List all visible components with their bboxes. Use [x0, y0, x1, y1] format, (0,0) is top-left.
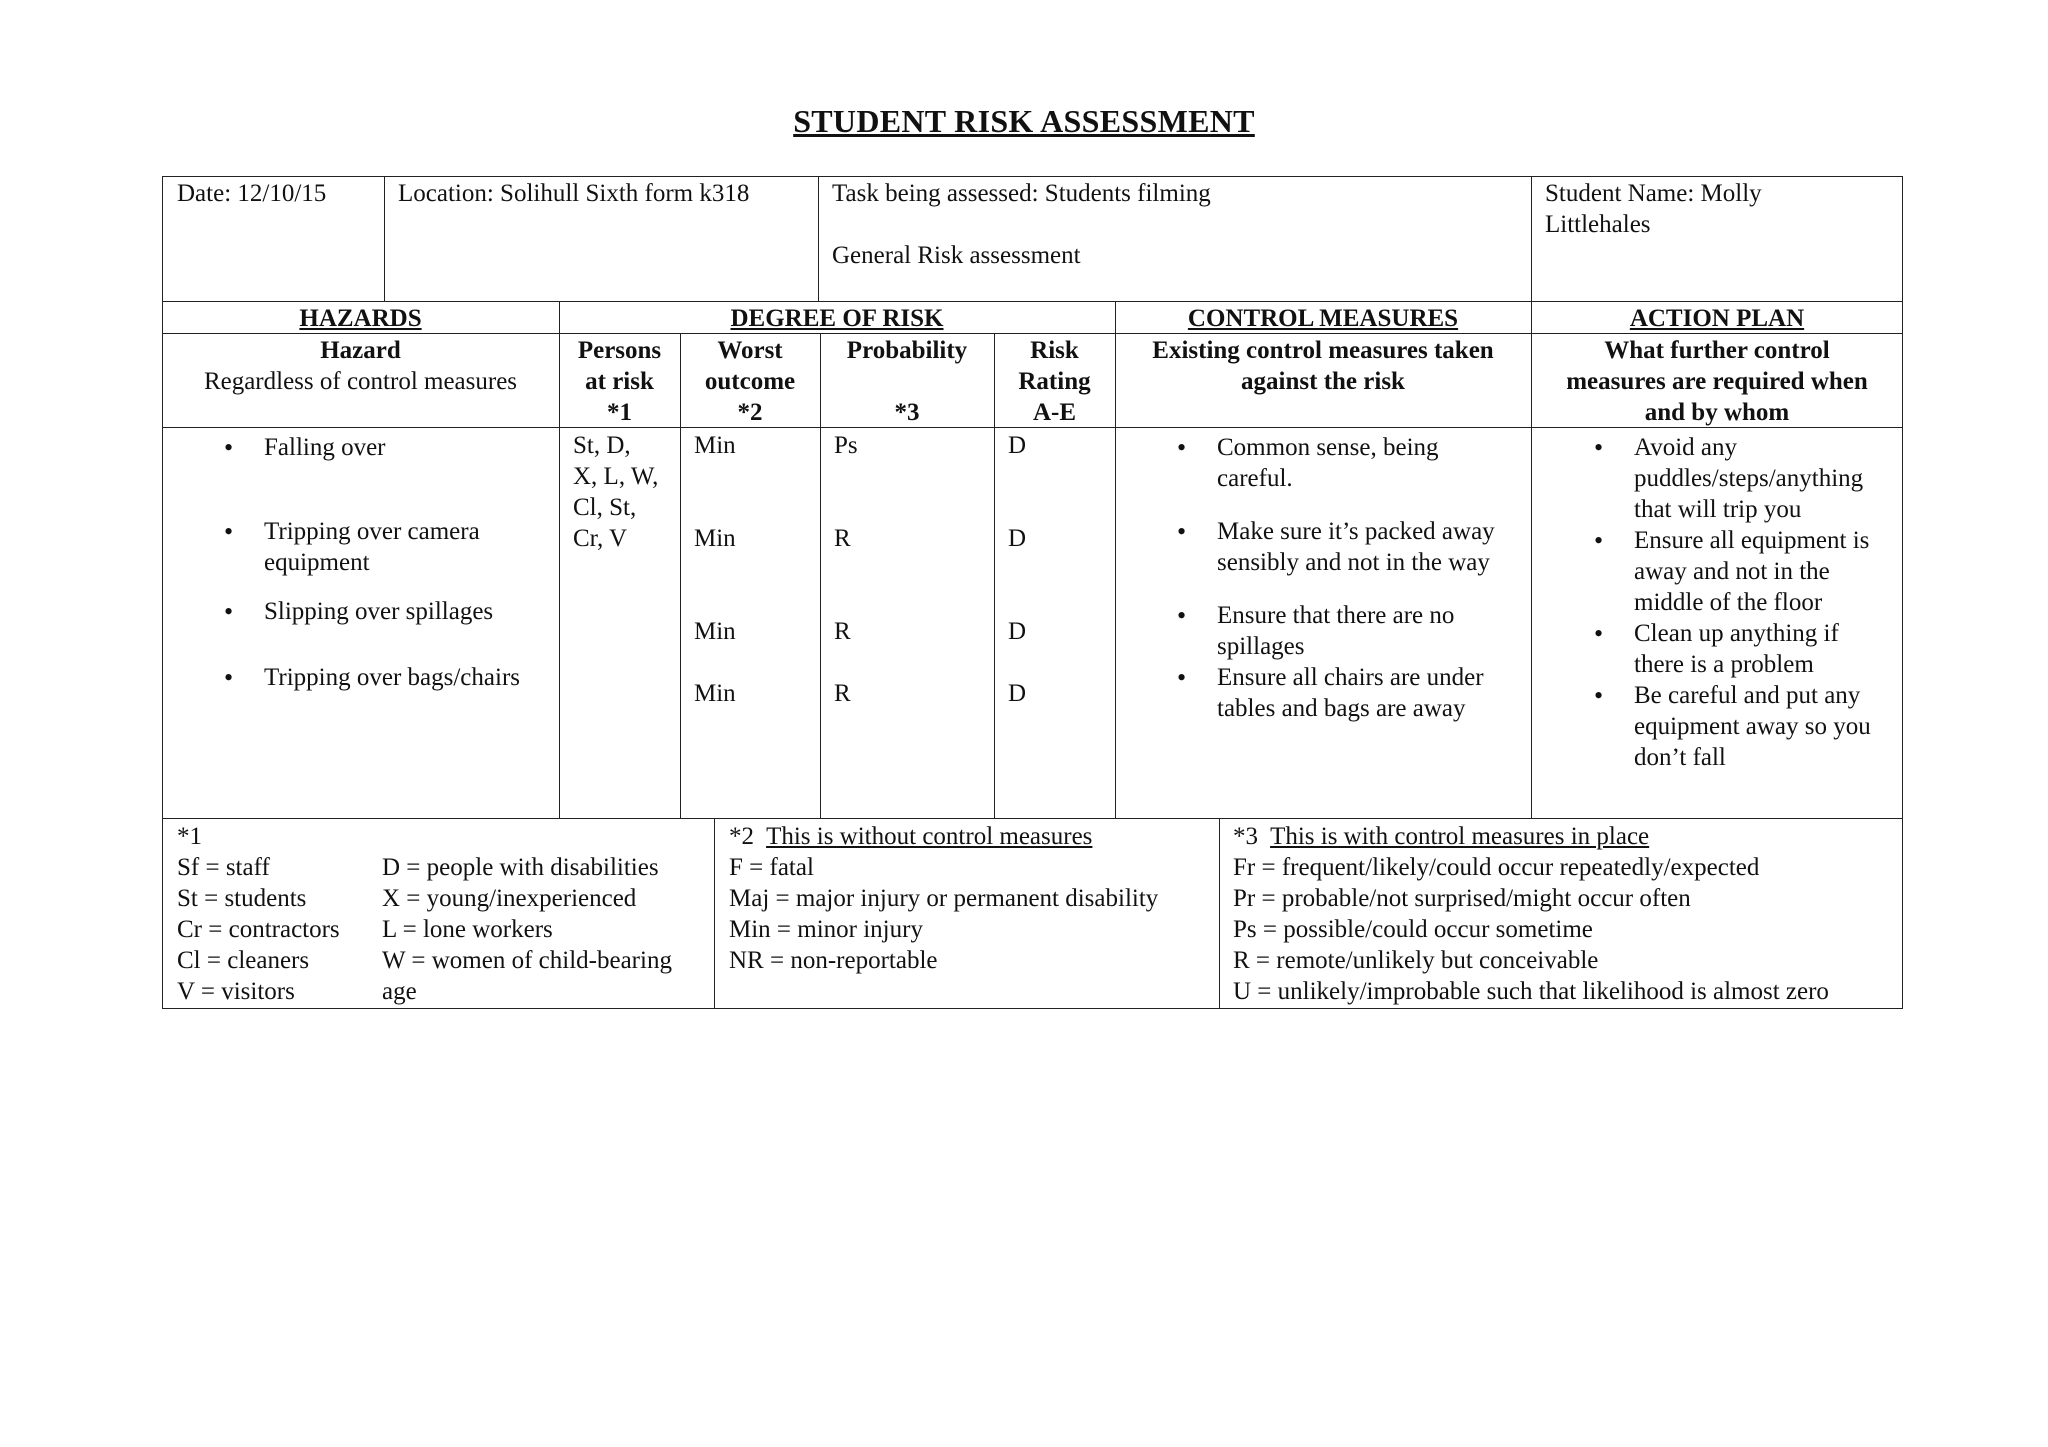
list-item: • Ensure all equipment is away and not in the middle of the floor — [1590, 525, 1871, 618]
list-item: • Common sense, being careful. — [1173, 432, 1495, 494]
list-item: • Be careful and put any equipment away so you don’t fall — [1590, 680, 1871, 773]
hazard-list — [220, 432, 520, 693]
worst-outcome-1: Min — [694, 432, 736, 459]
list-item: • Avoid any puddles/steps/anything that will trip you — [1590, 432, 1871, 525]
key3-heading: *3 This is with control measures in place — [1233, 823, 1650, 850]
control-measures-list — [1173, 432, 1495, 724]
section-hazards: HAZARDS — [299, 305, 422, 332]
key1-left-list: Sf = staff St = students Cr = contractors Cl = cleaners V = visitors — [177, 854, 340, 1005]
student-name-field: Student Name: Molly Littlehales — [1545, 180, 1762, 238]
key2-list: F = fatal Maj = major injury or permanent disability Min = minor injury NR = non-reportable — [729, 854, 1159, 974]
section-degree-of-risk: DEGREE OF RISK — [730, 305, 944, 332]
control-column-header: Existing control measures taken against the risk — [1152, 337, 1494, 395]
persons-at-risk-values: St, D, X, L, W, Cl, St, Cr, V — [573, 432, 659, 552]
risk-rating-1: D — [1008, 432, 1027, 459]
worst-outcome-header: Worst outcome *2 — [704, 337, 796, 426]
task-subtitle: General Risk assessment — [832, 242, 1081, 269]
worst-outcome-2: Min — [694, 525, 736, 552]
action-column-header: What further control measures are required when and by whom — [1566, 337, 1868, 426]
location-field: Location: Solihull Sixth form k318 — [398, 180, 750, 207]
key2-heading: *2 This is without control measures — [729, 823, 1093, 850]
section-action-plan: ACTION PLAN — [1629, 305, 1805, 332]
key1-heading: *1 — [177, 823, 202, 850]
list-item: • Clean up anything if there is a problem — [1590, 618, 1871, 680]
hazard-column-header: Hazard Regardless of control measures — [203, 337, 518, 395]
risk-rating-3: D — [1008, 618, 1027, 645]
worst-outcome-3: Min — [694, 618, 736, 645]
date-field: Date: 12/10/15 — [177, 180, 327, 207]
action-plan-list — [1590, 432, 1871, 773]
key3-list: Fr = frequent/likely/could occur repeatedly/expected Pr = probable/not surprised/might occur often Ps = possible/could occur sometime R = remote/unlikely but conceivable U = unlikely/improbable such that likelihood is almost zero — [1233, 854, 1829, 1005]
worst-outcome-4: Min — [694, 680, 736, 707]
persons-at-risk-header: Persons at risk *1 — [577, 337, 662, 426]
probability-1: Ps — [834, 432, 858, 459]
list-item: • Falling over — [220, 432, 520, 463]
list-item: • Tripping over bags/chairs — [220, 662, 520, 693]
list-item: • Tripping over camera equipment — [220, 516, 520, 578]
section-control-measures: CONTROL MEASURES — [1187, 305, 1459, 332]
probability-4: R — [834, 680, 851, 707]
key1-right-list: D = people with disabilities X = young/inexperienced L = lone workers W = women of child-bearing age — [382, 854, 672, 1005]
list-item: • Ensure that there are no spillages — [1173, 600, 1495, 662]
page-title: STUDENT RISK ASSESSMENT — [793, 103, 1255, 139]
risk-rating-2: D — [1008, 525, 1027, 552]
list-item: • Slipping over spillages — [220, 596, 520, 627]
list-item: • Make sure it’s packed away sensibly and not in the way — [1173, 516, 1495, 578]
list-item: • Ensure all chairs are under tables and bags are away — [1173, 662, 1495, 724]
task-field: Task being assessed: Students filming — [832, 180, 1211, 207]
probability-header: Probability *3 — [846, 337, 968, 426]
risk-rating-4: D — [1008, 680, 1027, 707]
risk-rating-header: Risk Rating A-E — [1018, 337, 1091, 426]
probability-2: R — [834, 525, 851, 552]
probability-3: R — [834, 618, 851, 645]
